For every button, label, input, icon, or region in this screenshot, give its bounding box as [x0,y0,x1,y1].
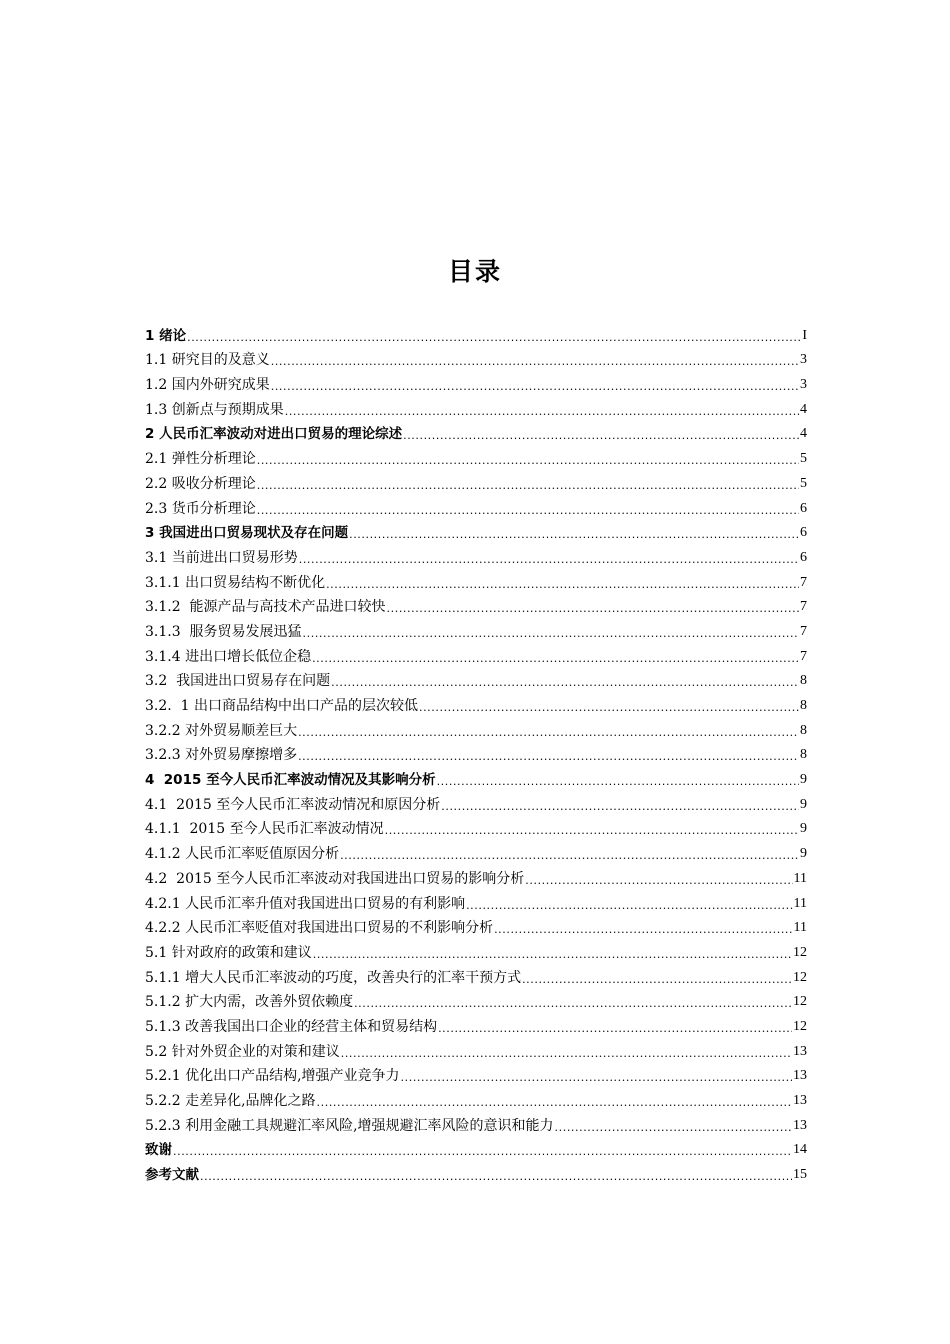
toc-dot-leader [466,899,792,913]
toc-page-number: 4 [800,401,807,417]
toc-page-number: 13 [793,1093,807,1108]
toc-page-number: 6 [800,525,807,541]
toc-page-number: 9 [800,846,807,862]
toc-entry[interactable] [145,419,807,444]
toc-page-number: 6 [800,549,807,565]
toc-dot-leader [298,726,799,740]
toc-dot-leader [257,454,799,468]
toc-dot-leader [173,1145,792,1159]
toc-entry[interactable] [145,468,807,493]
toc-dot-leader [385,824,799,838]
toc-page-number: 7 [800,574,807,590]
toc-dot-leader [437,775,799,789]
toc-dot-leader [257,504,799,518]
toc-dot-leader [494,923,792,937]
toc-entry[interactable] [145,567,807,592]
toc-dot-leader [522,973,792,987]
toc-dot-leader [354,997,792,1011]
toc-dot-leader [271,380,799,394]
toc-entry-title: 3.1.4 进出口增长低位企稳 [145,648,312,665]
toc-dot-leader [298,750,799,764]
toc-entry-title: 4.1.1 2015 至今人民币汇率波动情况 [145,821,384,838]
toc-entry-title: 3.2 我国进出口贸易存在问题 [145,673,331,690]
toc-dot-leader [419,701,799,715]
toc-page-number: 11 [793,870,807,886]
toc-page-number: 8 [800,673,807,689]
toc-dot-leader [317,1096,792,1110]
toc-page-number: 5 [800,475,807,491]
toc-page-number: 9 [800,796,807,812]
toc-entry[interactable] [145,690,807,715]
toc-entry-title: 5.1.2 扩大内需，改善外贸依赖度 [145,994,354,1011]
toc-dot-leader [438,1022,792,1036]
toc-page-number: 9 [800,821,807,837]
toc-entry[interactable] [145,542,807,567]
toc-entry[interactable] [145,1036,807,1061]
toc-dot-leader [525,874,792,888]
toc-entry-title: 5.2.1 优化出口产品结构,增强产业竞争力 [145,1068,400,1085]
toc-entry[interactable] [145,394,807,419]
toc-entry[interactable] [145,838,807,863]
toc-entry[interactable] [145,443,807,468]
toc-entry-title: 参考文献 [145,1167,199,1184]
toc-entry-title: 致谢 [145,1142,172,1159]
toc-entry-title: 1.2 国内外研究成果 [145,377,270,394]
toc-page-number: 15 [793,1167,807,1183]
toc-entry[interactable] [145,888,807,913]
toc-dot-leader [441,800,799,814]
toc-dot-leader [313,948,792,962]
toc-page-number: 4 [800,426,807,442]
toc-dot-leader [303,627,799,641]
toc-entry[interactable] [145,1159,807,1184]
toc-dot-leader [387,602,799,616]
toc-entry-title: 3.2.2 对外贸易顺差巨大 [145,722,298,739]
toc-entry-title: 5.1.3 改善我国出口企业的经营主体和贸易结构 [145,1018,438,1035]
table-of-contents [145,320,807,1184]
toc-entry[interactable] [145,962,807,987]
toc-page-number: 13 [793,1043,807,1059]
toc-entry[interactable] [145,1011,807,1036]
toc-entry-title: 4.2.1 人民币汇率升值对我国进出口贸易的有利影响 [145,895,466,912]
toc-entry-title: 2 人民币汇率波动对进出口贸易的理论综述 [145,426,403,443]
toc-entry-title: 3.2.3 对外贸易摩擦增多 [145,747,298,764]
toc-entry-title: 3.1 当前进出口贸易形势 [145,549,298,566]
toc-entry[interactable] [145,616,807,641]
toc-entry[interactable] [145,1085,807,1110]
toc-entry[interactable] [145,1110,807,1135]
toc-dot-leader [403,429,799,443]
toc-entry[interactable] [145,518,807,543]
toc-entry-title: 1 绪论 [145,327,187,344]
toc-entry[interactable] [145,493,807,518]
toc-entry[interactable] [145,369,807,394]
toc-entry-title: 4.2.2 人民币汇率贬值对我国进出口贸易的不利影响分析 [145,920,494,937]
toc-page-number: 14 [793,1142,807,1158]
toc-page-number: 13 [793,1117,807,1133]
toc-entry[interactable] [145,715,807,740]
toc-dot-leader [331,676,799,690]
toc-entry-title: 5.1 针对政府的政策和建议 [145,944,312,961]
toc-entry-title: 1.1 研究目的及意义 [145,352,270,369]
page-title: 目录 [447,257,502,286]
toc-entry[interactable] [145,666,807,691]
toc-dot-leader [200,1170,792,1184]
toc-entry-title: 3.1.2 能源产品与高技术产品进口较快 [145,599,386,616]
toc-dot-leader [271,355,799,369]
toc-dot-leader [326,578,799,592]
toc-page-number: 8 [800,698,807,713]
toc-entry[interactable] [145,592,807,617]
toc-page-number: 8 [800,747,807,763]
toc-entry-title: 3.1.1 出口贸易结构不断优化 [145,574,326,591]
toc-entry[interactable] [145,320,807,345]
toc-entry-title: 2.2 吸收分析理论 [145,475,256,492]
toc-dot-leader [340,849,799,863]
toc-entry-title: 5.2.3 利用金融工具规避汇率风险,增强规避汇率风险的意识和能力 [145,1117,554,1134]
toc-page-number: 12 [793,969,807,985]
toc-page-number: 9 [800,772,807,788]
toc-entry-title: 4.1 2015 至今人民币汇率波动情况和原因分析 [145,796,441,813]
toc-entry[interactable] [145,641,807,666]
toc-entry-title: 3.1.3 服务贸易发展迅猛 [145,623,302,640]
toc-dot-leader [312,652,799,666]
toc-entry[interactable] [145,913,807,938]
toc-entry-title: 3.2. 1 出口商品结构中出口产品的层次较低 [145,698,418,714]
toc-entry[interactable] [145,345,807,370]
toc-entry[interactable] [145,789,807,814]
toc-entry-title: 2.3 货币分析理论 [145,500,256,517]
toc-entry-title: 3 我国进出口贸易现状及存在问题 [145,525,349,542]
toc-page-number: 6 [800,500,807,516]
toc-entry-title: 4 2015 至今人民币汇率波动情况及其影响分析 [145,772,436,789]
toc-page-number: 12 [793,994,807,1010]
toc-dot-leader [299,553,799,567]
toc-page-number: 11 [793,895,807,911]
toc-page-number: I [802,327,807,343]
toc-entry-title: 5.2.2 走差异化,品牌化之路 [145,1093,316,1109]
toc-page-number: 11 [793,920,807,936]
toc-page-number: 7 [800,599,807,615]
toc-entry-title: 4.2 2015 至今人民币汇率波动对我国进出口贸易的影响分析 [145,870,525,887]
toc-entry-title: 2.1 弹性分析理论 [145,451,256,468]
toc-page-number: 12 [793,1018,807,1034]
toc-dot-leader [555,1121,792,1135]
toc-page-number: 12 [793,944,807,960]
toc-entry-title: 4.1.2 人民币汇率贬值原因分析 [145,846,340,863]
toc-page-number: 5 [800,451,807,467]
toc-entry[interactable] [145,1135,807,1160]
toc-dot-leader [341,1047,792,1061]
toc-page-number: 3 [800,352,807,368]
toc-entry[interactable] [145,863,807,888]
toc-entry-title: 5.1.1 增大人民币汇率波动的巧度，改善央行的汇率干预方式 [145,969,522,986]
toc-dot-leader [349,528,799,542]
toc-entry[interactable] [145,987,807,1012]
toc-entry[interactable] [145,1061,807,1086]
toc-page-number: 8 [800,722,807,738]
toc-dot-leader [257,479,799,493]
toc-dot-leader [401,1071,792,1085]
toc-page-number: 7 [800,648,807,664]
toc-entry[interactable] [145,937,807,962]
toc-entry-title: 1.3 创新点与预期成果 [145,401,284,418]
toc-entry[interactable] [145,814,807,839]
toc-dot-leader [187,331,801,345]
toc-entry[interactable] [145,740,807,765]
toc-entry-title: 5.2 针对外贸企业的对策和建议 [145,1043,340,1060]
toc-page-number: 7 [800,623,807,639]
toc-dot-leader [285,405,799,419]
toc-page-number: 13 [793,1068,807,1084]
toc-entry[interactable] [145,764,807,789]
toc-page-number: 3 [800,377,807,393]
